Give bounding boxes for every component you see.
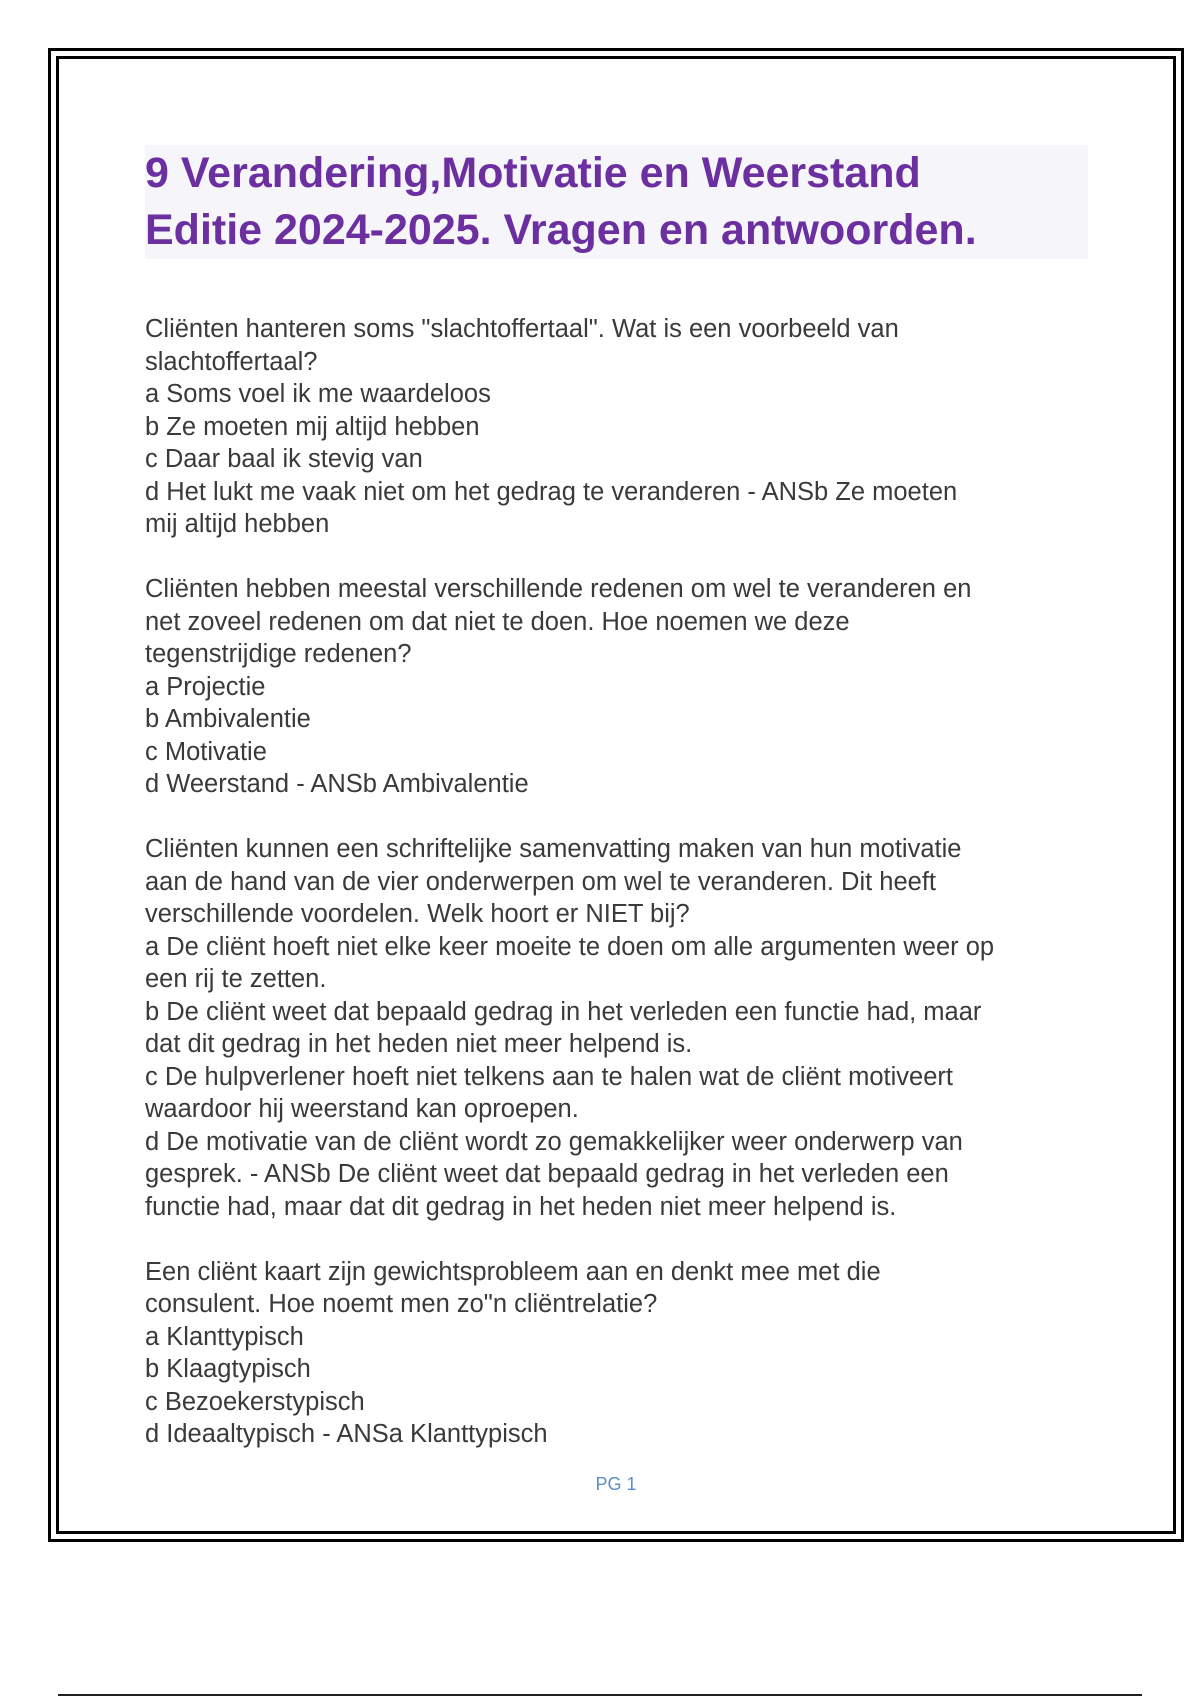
question-line: c Bezoekerstypisch <box>145 1387 365 1416</box>
question-line: a Soms voel ik me waardeloos <box>145 380 491 408</box>
question-line: d De motivatie van de cliënt wordt zo gemakkelijker weer onderwerp van <box>145 1127 963 1156</box>
questions-list <box>145 313 1095 1483</box>
question-line: een rij te zetten. <box>145 965 327 993</box>
question-line: net zoveel redenen om dat niet te doen. Hoe noemen we deze <box>145 607 850 636</box>
question-line: b De cliënt weet dat bepaald gedrag in het verleden een functie had, maar <box>145 997 982 1026</box>
question-line: dat dit gedrag in het heden niet meer helpend is. <box>145 1030 693 1058</box>
question-line: functie had, maar dat dit gedrag in het heden niet meer helpend is. <box>145 1192 897 1221</box>
question-line: aan de hand van de vier onderwerpen om wel te veranderen. Dit heeft <box>145 867 936 896</box>
question-line: c Daar baal ik stevig van <box>145 445 423 473</box>
question-line: d Het lukt me vaak niet om het gedrag te veranderen - ANSb Ze moeten <box>145 477 958 506</box>
question-line: Cliënten hebben meestal verschillende redenen om wel te veranderen en <box>145 575 972 603</box>
title-line-2: Editie 2024-2025. Vragen en antwoorden. <box>145 206 977 254</box>
question-line: Cliënten hanteren soms "slachtoffertaal". Wat is een voorbeeld van <box>145 315 899 343</box>
question-line: c De hulpverlener hoeft niet telkens aan te halen wat de cliënt motiveert <box>145 1062 953 1091</box>
question-line: a Klanttypisch <box>145 1322 304 1351</box>
question-line: gesprek. - ANSb De cliënt weet dat bepaald gedrag in het verleden een <box>145 1160 949 1188</box>
question-line: c Motivatie <box>145 737 267 766</box>
question-line: tegenstrijdige redenen? <box>145 640 412 668</box>
question-line: mij altijd hebben <box>145 510 330 538</box>
question-line: d Weerstand - ANSb Ambivalentie <box>145 770 529 798</box>
question-block <box>145 833 1095 1223</box>
question-line: waardoor hij weerstand kan oproepen. <box>145 1095 579 1123</box>
question-line: b Ze moeten mij altijd hebben <box>145 412 480 441</box>
document-title <box>145 145 1088 259</box>
title-line-1: 9 Verandering,Motivatie en Weerstand <box>145 149 921 197</box>
question-line: consulent. Hoe noemt men zo"n cliëntrelatie? <box>145 1290 658 1318</box>
question-line: slachtoffertaal? <box>145 347 318 376</box>
question-block <box>145 313 1095 541</box>
question-line: d Ideaaltypisch - ANSa Klanttypisch <box>145 1420 548 1448</box>
bottom-divider <box>58 1694 1142 1696</box>
question-line: Een cliënt kaart zijn gewichtsprobleem aan en denkt mee met die <box>145 1257 881 1286</box>
question-line: Cliënten kunnen een schriftelijke samenvatting maken van hun motivatie <box>145 835 962 863</box>
question-line: b Klaagtypisch <box>145 1355 311 1383</box>
question-line: a De cliënt hoeft niet elke keer moeite te doen om alle argumenten weer op <box>145 932 995 961</box>
page-number: PG 1 <box>595 1474 637 1494</box>
question-block <box>145 1256 1095 1451</box>
question-line: verschillende voordelen. Welk hoort er NIET bij? <box>145 900 690 928</box>
question-line: b Ambivalentie <box>145 705 311 733</box>
question-line: a Projectie <box>145 672 266 701</box>
question-block <box>145 573 1095 801</box>
